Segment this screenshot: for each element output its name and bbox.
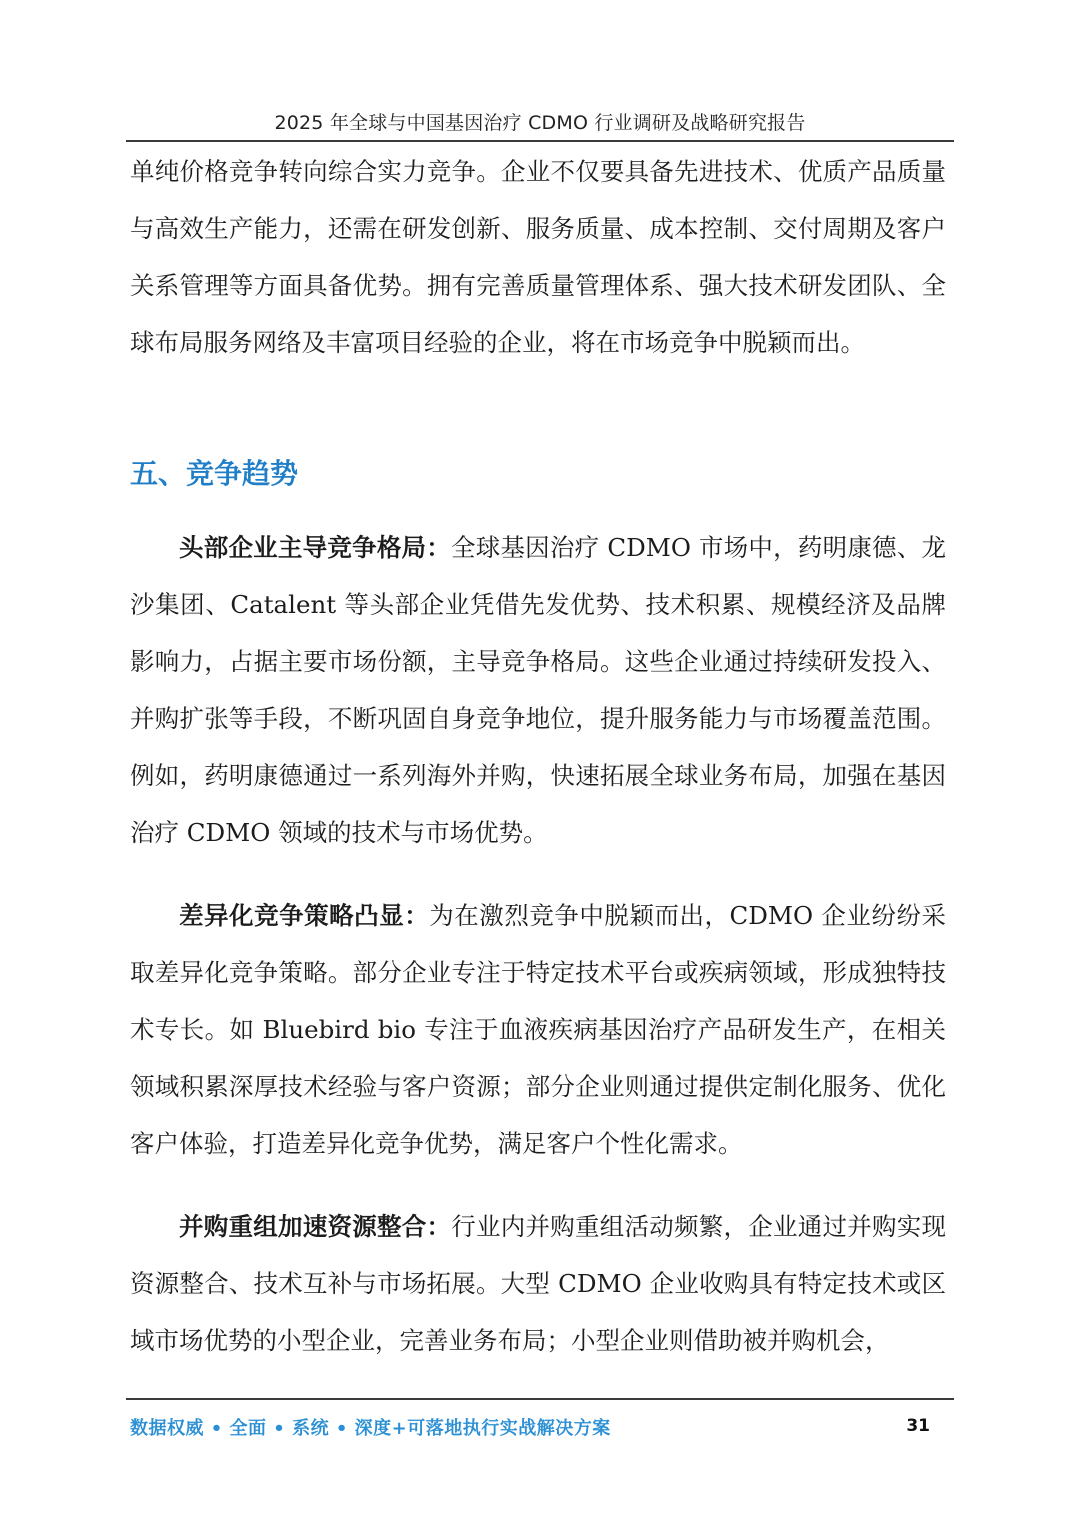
paragraph-body: 为在激烈竞争中脱颖而出，CDMO 企业纷纷采取差异化竞争策略。部分企业专注于特定技术平台或疾病领域，形成独特技术专长。如 Bluebird bio 专注于血液疾病基因治疗产品研发生产，在相关领域积累深厚技术经验与客户资源；部分企业则通过提供定制化服务、优化客户体验，打造差异化竞争优势，满足客户个性化需求。 — [130, 901, 947, 1158]
paragraph-differentiation — [130, 887, 946, 1172]
paragraph-mergers — [130, 1198, 946, 1369]
paragraph-head-companies — [130, 519, 946, 861]
paragraph-lead: 差异化竞争策略凸显： — [179, 901, 430, 930]
intro-paragraph: 单纯价格竞争转向综合实力竞争。企业不仅要具备先进技术、优质产品质量与高效生产能力，还需在研发创新、服务质量、成本控制、交付周期及客户关系管理等方面具备优势。拥有完善质量管理体系、强大技术研发团队、全球布局服务网络及丰富项目经验的企业，将在市场竞争中脱颖而出。 — [130, 157, 946, 357]
page-number: 31 — [906, 1416, 930, 1436]
header-divider — [126, 140, 954, 142]
page-header-title: 2025 年全球与中国基因治疗 CDMO 行业调研及战略研究报告 — [274, 112, 806, 134]
paragraph-lead: 头部企业主导竞争格局： — [179, 533, 451, 562]
footer-slogan: 数据权威 • 全面 • 系统 • 深度+可落地执行实战解决方案 — [130, 1418, 611, 1439]
paragraph-body: 全球基因治疗 CDMO 市场中，药明康德、龙沙集团、Catalent 等头部企业凭借先发优势、技术积累、规模经济及品牌影响力，占据主要市场份额，主导竞争格局。这些企业通过持续研发投入、并购扩张等手段，不断巩固自身竞争地位，提升服务能力与市场覆盖范围。例如，药明康德通过一系列海外并购，快速拓展全球业务布局，加强在基因治疗 CDMO 领域的技术与市场优势。 — [130, 533, 946, 847]
paragraph-lead: 并购重组加速资源整合： — [179, 1212, 452, 1241]
section-heading: 五、竞争趋势 — [130, 457, 299, 490]
paragraph-body: 行业内并购重组活动频繁，企业通过并购实现资源整合、技术互补与市场拓展。大型 CDMO 企业收购具有特定技术或区域市场优势的小型企业，完善业务布局；小型企业则借助被并购机会， — [130, 1212, 946, 1355]
footer-divider — [126, 1398, 954, 1400]
